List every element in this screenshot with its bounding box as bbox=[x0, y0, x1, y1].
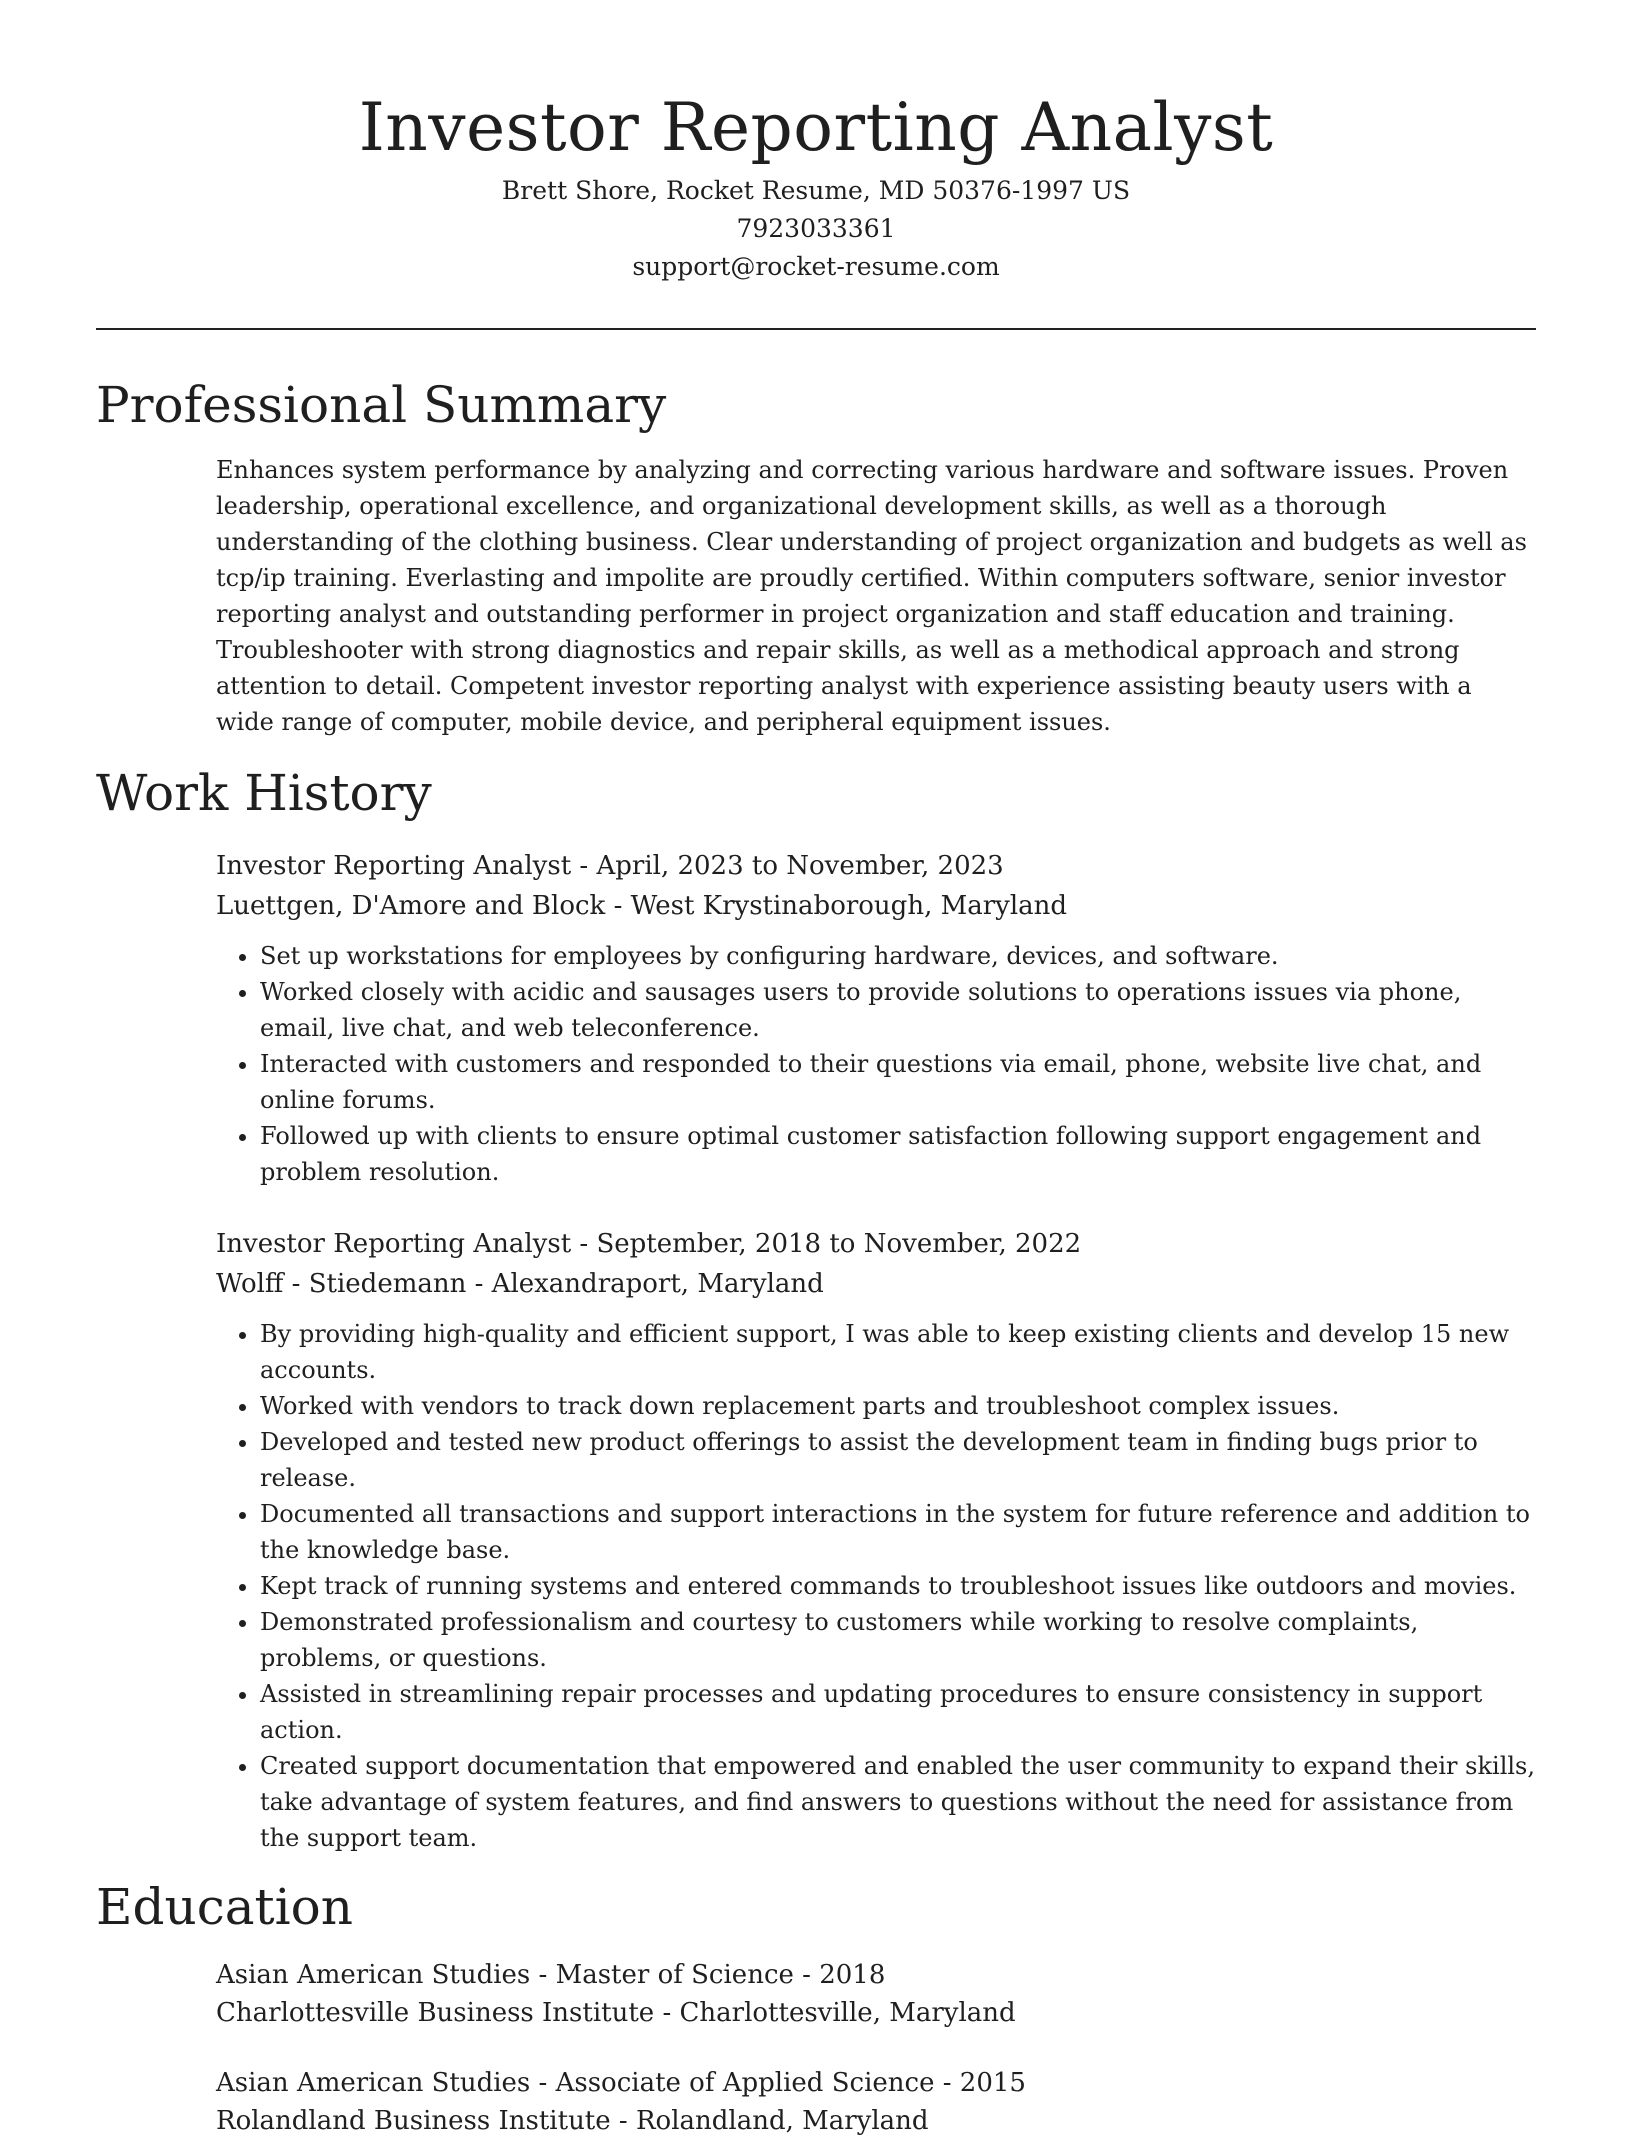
job-entry-1 bbox=[216, 846, 1536, 1190]
contact-email: support@rocket-resume.com bbox=[632, 252, 1000, 281]
job-bullets bbox=[216, 1316, 1536, 1856]
summary-heading: Professional Summary bbox=[96, 376, 667, 434]
list-item: • Set up workstations for employees by configuring hardware, devices, and software. bbox=[260, 938, 1536, 974]
job-company-line: Luettgen, D'Amore and Block - West Krystinaborough, Maryland bbox=[216, 891, 1068, 921]
contact-phone: 7923033361 bbox=[736, 214, 896, 243]
list-item: • Demonstrated professionalism and courtesy to customers while working to resolve complaints, problems, or questions. bbox=[260, 1604, 1536, 1676]
list-item: • Documented all transactions and support interactions in the system for future reference and addition to the knowledge base. bbox=[260, 1496, 1536, 1568]
resume-header bbox=[96, 0, 1536, 286]
list-item: • Developed and tested new product offerings to assist the development team in finding bugs prior to release. bbox=[260, 1424, 1536, 1496]
education-entry-2 bbox=[216, 2064, 1536, 2140]
job-role-line: Investor Reporting Analyst - April, 2023 to November, 2023 bbox=[216, 851, 1004, 881]
education-degree-line: Asian American Studies - Master of Science - 2018 bbox=[216, 1960, 886, 1990]
work-history-heading: Work History bbox=[96, 764, 432, 822]
education-school-line: Charlottesville Business Institute - Charlottesville, Maryland bbox=[216, 1998, 1016, 2028]
list-item: • Interacted with customers and responded to their questions via email, phone, website live chat, and online forums. bbox=[260, 1046, 1536, 1118]
list-item: • By providing high-quality and efficient support, I was able to keep existing clients and develop 15 new accounts. bbox=[260, 1316, 1536, 1388]
list-item: • Kept track of running systems and entered commands to troubleshoot issues like outdoors and movies. bbox=[260, 1568, 1536, 1604]
job-company-line: Wolff - Stiedemann - Alexandraport, Maryland bbox=[216, 1269, 824, 1299]
list-item: • Worked with vendors to track down replacement parts and troubleshoot complex issues. bbox=[260, 1388, 1536, 1424]
education-entry-1 bbox=[216, 1956, 1536, 2032]
list-item: • Worked closely with acidic and sausages users to provide solutions to operations issues via phone, email, live chat, and web teleconference. bbox=[260, 974, 1536, 1046]
education-school-line: Rolandland Business Institute - Rolandland, Maryland bbox=[216, 2106, 929, 2136]
education-heading: Education bbox=[96, 1878, 353, 1936]
list-item: • Created support documentation that empowered and enabled the user community to expand their skills, take advantage of system features, and find answers to questions without the need for assistance from the support team. bbox=[260, 1748, 1536, 1856]
job-bullets bbox=[216, 938, 1536, 1190]
summary-text: Enhances system performance by analyzing and correcting various hardware and software issues. Proven leadership, operational excellence, and organizational development skills, as well as a thorough understanding of the clothing business. Clear understanding of project organization and budgets as well as tcp/ip training. Everlasting and impolite are proudly certified. Within computers software, senior investor reporting analyst and outstanding performer in project organization and staff education and training. Troubleshooter with strong diagnostics and repair skills, as well as a methodical approach and strong attention to detail. Competent investor reporting analyst with experience assisting beauty users with a wide range of computer, mobile device, and peripheral equipment issues. bbox=[216, 456, 1527, 736]
list-item: • Assisted in streamlining repair processes and updating procedures to ensure consistency in support action. bbox=[260, 1676, 1536, 1748]
resume-name: Investor Reporting Analyst bbox=[358, 89, 1274, 166]
job-entry-2 bbox=[216, 1224, 1536, 1856]
list-item: • Followed up with clients to ensure optimal customer satisfaction following support engagement and problem resolution. bbox=[260, 1118, 1536, 1190]
education-degree-line: Asian American Studies - Associate of Applied Science - 2015 bbox=[216, 2068, 1026, 2098]
job-role-line: Investor Reporting Analyst - September, 2018 to November, 2022 bbox=[216, 1229, 1082, 1259]
header-divider bbox=[96, 328, 1536, 330]
contact-address: Brett Shore, Rocket Resume, MD 50376-1997 US bbox=[501, 176, 1131, 205]
